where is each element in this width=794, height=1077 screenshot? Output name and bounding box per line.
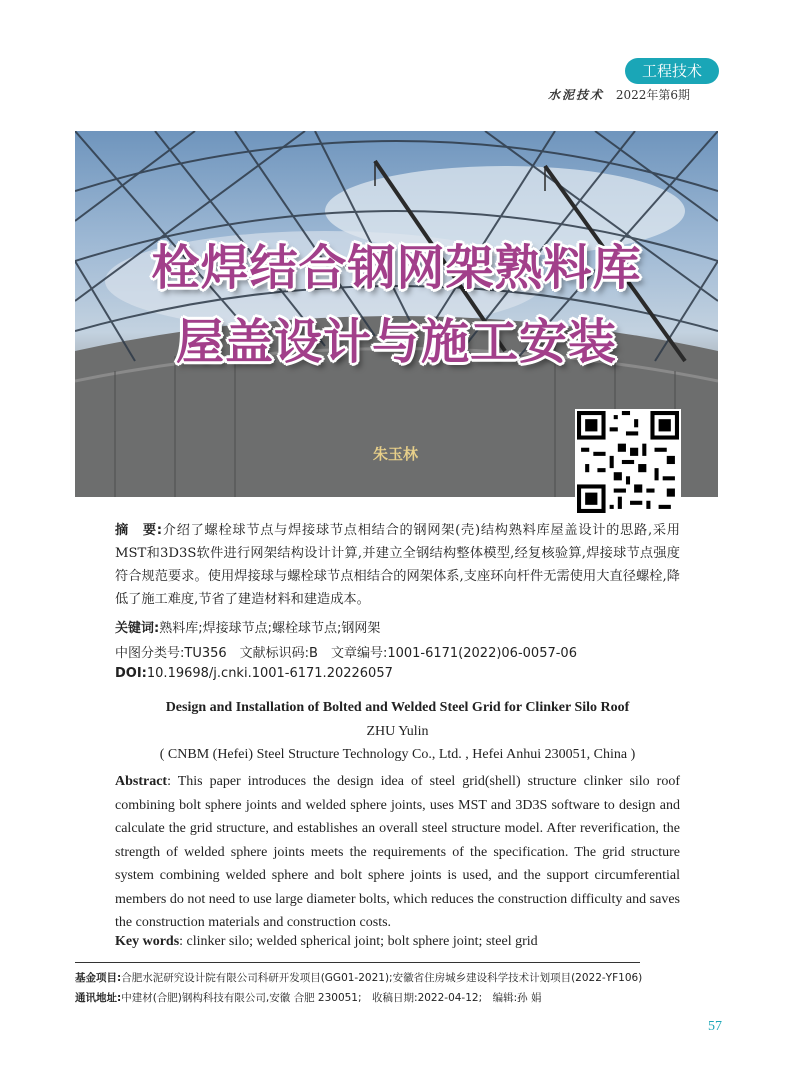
qr-code [575, 409, 681, 515]
english-title: Design and Installation of Bolted and Welded Steel Grid for Clinker Silo Roof [165, 700, 630, 715]
section-badge: 工程技术 [625, 58, 719, 84]
address-label: 通讯地址: [75, 992, 122, 1004]
doi-text: 10.19698/j.cnki.1001-6171.20226057 [146, 666, 393, 681]
english-abstract [115, 770, 680, 935]
fund-text: 合肥水泥研究设计院有限公司科研开发项目(GG01-2021);安徽省住房城乡建设科学技术计划项目(2022-YF106) [121, 972, 643, 984]
abstract-cn-label: 摘 要: [115, 523, 163, 538]
footnote-divider [75, 962, 640, 963]
article-title-line2: 屋盖设计与施工安装 [175, 314, 617, 370]
qr-code-icon [577, 411, 679, 513]
english-author: ZHU Yulin [366, 724, 429, 739]
address-text: 中建材(合肥)钢构科技有限公司,安徽 合肥 230051; 收稿日期:2022-04-12; 编辑:孙 娟 [121, 992, 542, 1004]
abstract-cn-text: 介绍了螺栓球节点与焊接球节点相结合的钢网架(壳)结构熟料库屋盖设计的思路,采用MST和3D3S软件进行网架结构设计计算,并建立全钢结构整体模型,经复核验算,焊接球节点强度符合规范要求。使用焊接球与螺栓球节点相结合的网架体系,支座环向杆件无需使用大直径螺栓,降低了施工难度,节省了建造材料和建造成本。 [115, 523, 680, 607]
journal-issue: 2022年第6期 [615, 88, 691, 102]
journal-header [548, 86, 690, 103]
article-title-line1: 栓焊结合钢网架熟料库 [151, 240, 642, 296]
keywords-cn [115, 617, 380, 636]
english-abstract-label: Abstract [115, 774, 168, 789]
doi-label: DOI: [115, 666, 147, 681]
fund-label: 基金项目: [75, 972, 122, 984]
author-cn: 朱玉林 [373, 445, 419, 463]
english-keywords-label: Key words [115, 934, 180, 949]
classification-line: 中图分类号:TU356 文献标识码:B 文章编号:1001-6171(2022)06-0057-06 [115, 646, 577, 661]
keywords-cn-text: 熟料库;焊接球节点;螺栓球节点;钢网架 [159, 621, 381, 636]
journal-name: 水泥技术 [548, 88, 605, 102]
doi-line [115, 666, 393, 681]
fund-footnote [75, 970, 642, 985]
english-affiliation: ( CNBM (Hefei) Steel Structure Technology Co., Ltd. , Hefei Anhui 230051, China ) [159, 747, 636, 762]
page-number: 57 [708, 1019, 722, 1034]
english-abstract-text: : This paper introduces the design idea of steel grid(shell) structure clinker silo roof combining bolt sphere joints and welded sphere joints, uses MST and 3D3S software to design and calculate the grid structure, and establishes an overall steel structure model. After reverification, the strength of welded sphere joints meets the requirements of the specification. The grid structure system combining welded sphere and bolt sphere joints is used, and the support circumferential members do not need to use large diameter bolts, which reduces the construction difficulty and saves the construction materials and construction costs. [115, 774, 680, 930]
abstract-cn [115, 519, 680, 611]
english-keywords [115, 934, 680, 950]
keywords-cn-label: 关键词: [115, 621, 160, 636]
english-keywords-text: : clinker silo; welded spherical joint; bolt sphere joint; steel grid [179, 934, 538, 949]
address-footnote [75, 990, 542, 1005]
